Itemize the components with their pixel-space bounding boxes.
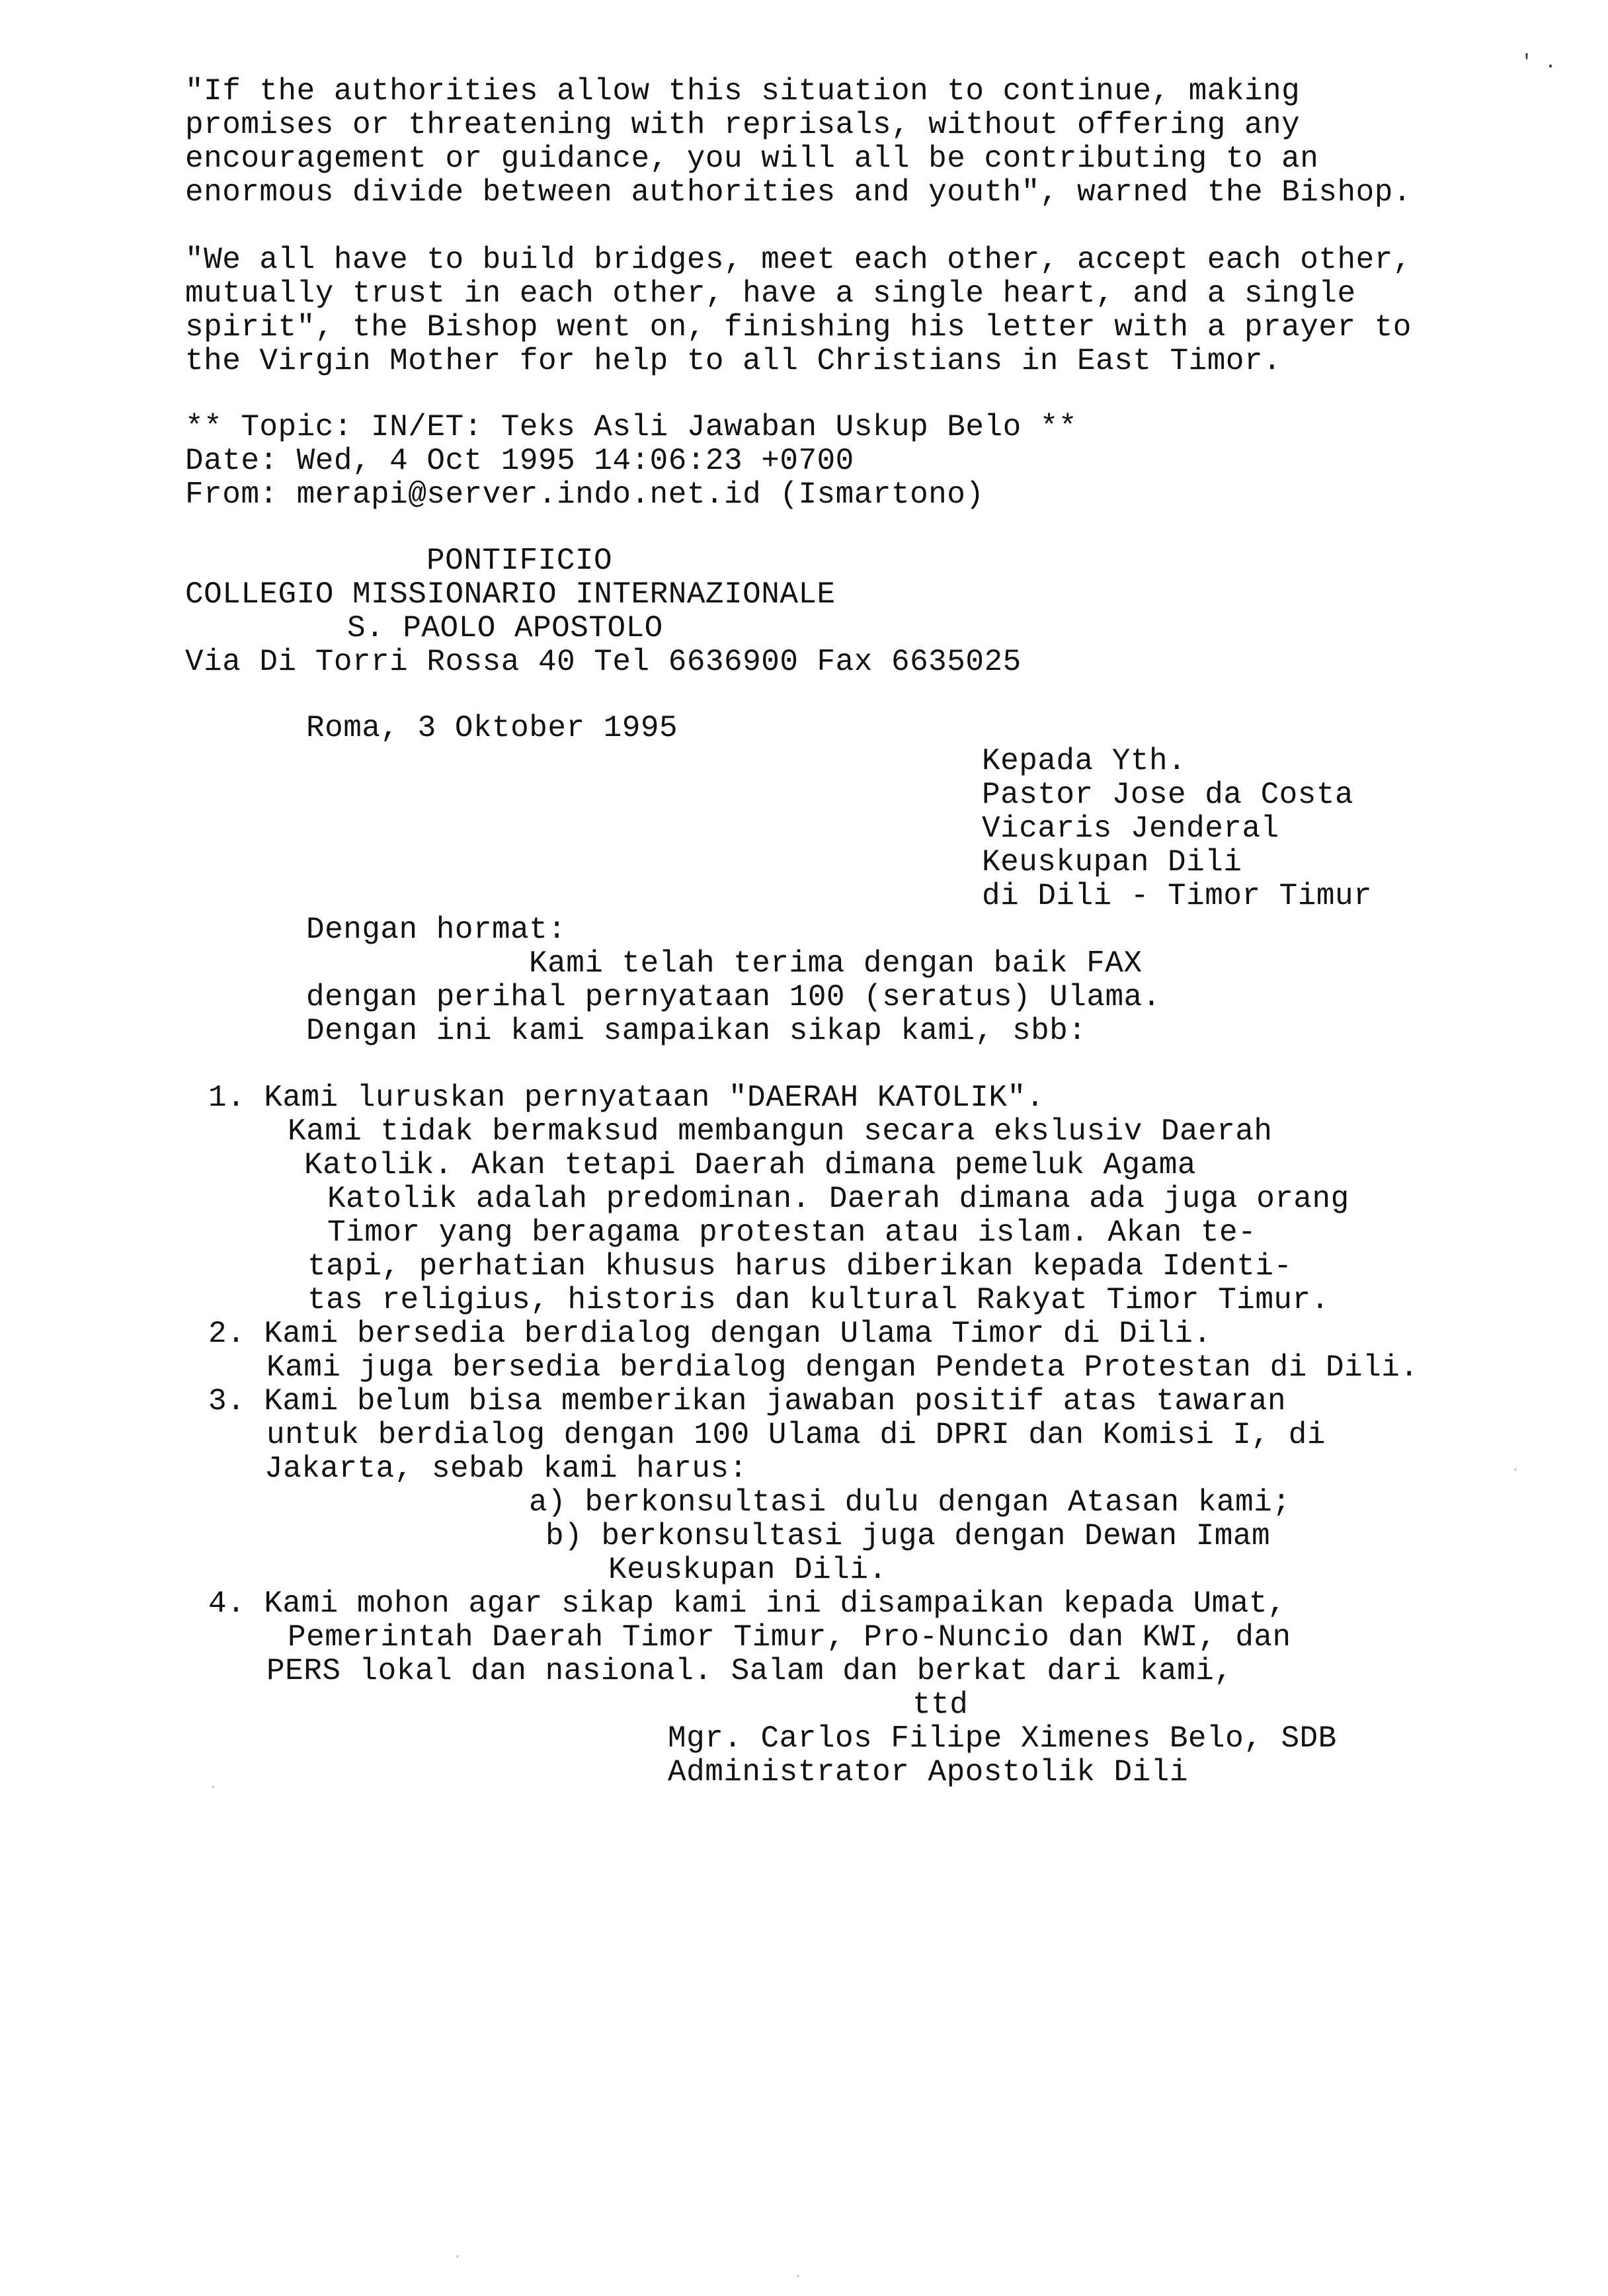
text-line: encouragement or guidance, you will all be contributing to an — [185, 142, 1319, 176]
sub-item-a: a) berkonsultasi dulu dengan Atasan kami; — [529, 1485, 1291, 1520]
signature-title: Administrator Apostolik Dili — [668, 1755, 1188, 1789]
text-line: "We all have to build bridges, meet each other, accept each other, — [185, 243, 1412, 277]
text-line: Keuskupan Dili. — [608, 1553, 887, 1587]
text-line: Katolik adalah predominan. Daerah dimana ada juga orang — [327, 1182, 1349, 1216]
text-line: untuk berdialog dengan 100 Ulama di DPRI dan Komisi I, di — [266, 1418, 1326, 1452]
scan-speck — [456, 2255, 459, 2258]
list-item-heading: 1. Kami luruskan pernyataan "DAERAH KATOLIK". — [208, 1081, 1045, 1115]
text-line: mutually trust in each other, have a single heart, and a single — [185, 276, 1356, 311]
letterhead-address: Via Di Torri Rossa 40 Tel 6636900 Fax 6635025 — [185, 645, 1022, 679]
recipient-line: Kepada Yth. — [982, 744, 1187, 778]
letter-date: Roma, 3 Oktober 1995 — [306, 711, 678, 745]
text-line: Kami juga bersedia berdialog dengan Pendeta Protestan di Dili. — [266, 1350, 1419, 1385]
letterhead-line: COLLEGIO MISSIONARIO INTERNAZIONALE — [185, 577, 836, 612]
text-line: PERS lokal dan nasional. Salam dan berkat dari kami, — [266, 1654, 1233, 1688]
recipient-line: Keuskupan Dili — [982, 845, 1242, 880]
email-topic: ** Topic: IN/ET: Teks Asli Jawaban Uskup Belo ** — [185, 410, 1078, 444]
email-from: From: merapi@server.indo.net.id (Ismartono) — [185, 477, 985, 512]
recipient-line: Pastor Jose da Costa — [982, 778, 1354, 812]
text-line: the Virgin Mother for help to all Christians in East Timor. — [185, 344, 1282, 378]
text-line: enormous divide between authorities and youth", warned the Bishop. — [185, 175, 1412, 210]
letterhead-line: PONTIFICIO — [426, 544, 613, 578]
signature-ttd: ttd — [912, 1688, 969, 1722]
corner-mark: ' . — [1521, 52, 1557, 74]
text-line: Pemerintah Daerah Timor Timur, Pro-Nuncio dan KWI, dan — [288, 1620, 1291, 1655]
text-line: Katolik. Akan tetapi Daerah dimana pemeluk Agama — [304, 1148, 1197, 1182]
text-line: Jakarta, sebab kami harus: — [264, 1452, 748, 1486]
sub-item-b: b) berkonsultasi juga dengan Dewan Imam — [545, 1519, 1271, 1553]
text-line: tas religius, historis dan kultural Rakyat Timor Timur. — [307, 1283, 1330, 1317]
text-line: "If the authorities allow this situation to continue, making — [185, 74, 1301, 108]
signature-name: Mgr. Carlos Filipe Ximenes Belo, SDB — [668, 1721, 1337, 1756]
scan-speck — [212, 1785, 214, 1788]
text-line: dengan perihal pernyataan 100 (seratus) Ulama. — [306, 980, 1161, 1014]
text-line: Dengan ini kami sampaikan sikap kami, sbb: — [306, 1014, 1087, 1048]
greeting: Dengan hormat: — [306, 913, 567, 947]
text-line: Kami tidak bermaksud membangun secara ekslusiv Daerah — [288, 1114, 1273, 1149]
text-line: Timor yang beragama protestan atau islam. Akan te- — [327, 1215, 1257, 1250]
email-date: Date: Wed, 4 Oct 1995 14:06:23 +0700 — [185, 444, 854, 478]
list-item-heading: 2. Kami bersedia berdialog dengan Ulama Timor di Dili. — [208, 1317, 1212, 1351]
scan-speck — [797, 2275, 799, 2277]
letterhead-line: S. PAOLO APOSTOLO — [347, 611, 663, 645]
text-line: promises or threatening with reprisals, without offering any — [185, 108, 1301, 142]
text-line: spirit", the Bishop went on, finishing his letter with a prayer to — [185, 310, 1412, 345]
text-line: tapi, perhatian khusus harus diberikan kepada Identi- — [307, 1249, 1293, 1284]
list-item-heading: 4. Kami mohon agar sikap kami ini disampaikan kepada Umat, — [208, 1586, 1287, 1621]
recipient-line: di Dili - Timor Timur — [982, 879, 1373, 913]
text-line: Kami telah terima dengan baik FAX — [529, 946, 1143, 981]
scan-speck — [1514, 1468, 1517, 1471]
list-item-heading: 3. Kami belum bisa memberikan jawaban positif atas tawaran — [208, 1384, 1287, 1418]
recipient-line: Vicaris Jenderal — [982, 811, 1279, 846]
